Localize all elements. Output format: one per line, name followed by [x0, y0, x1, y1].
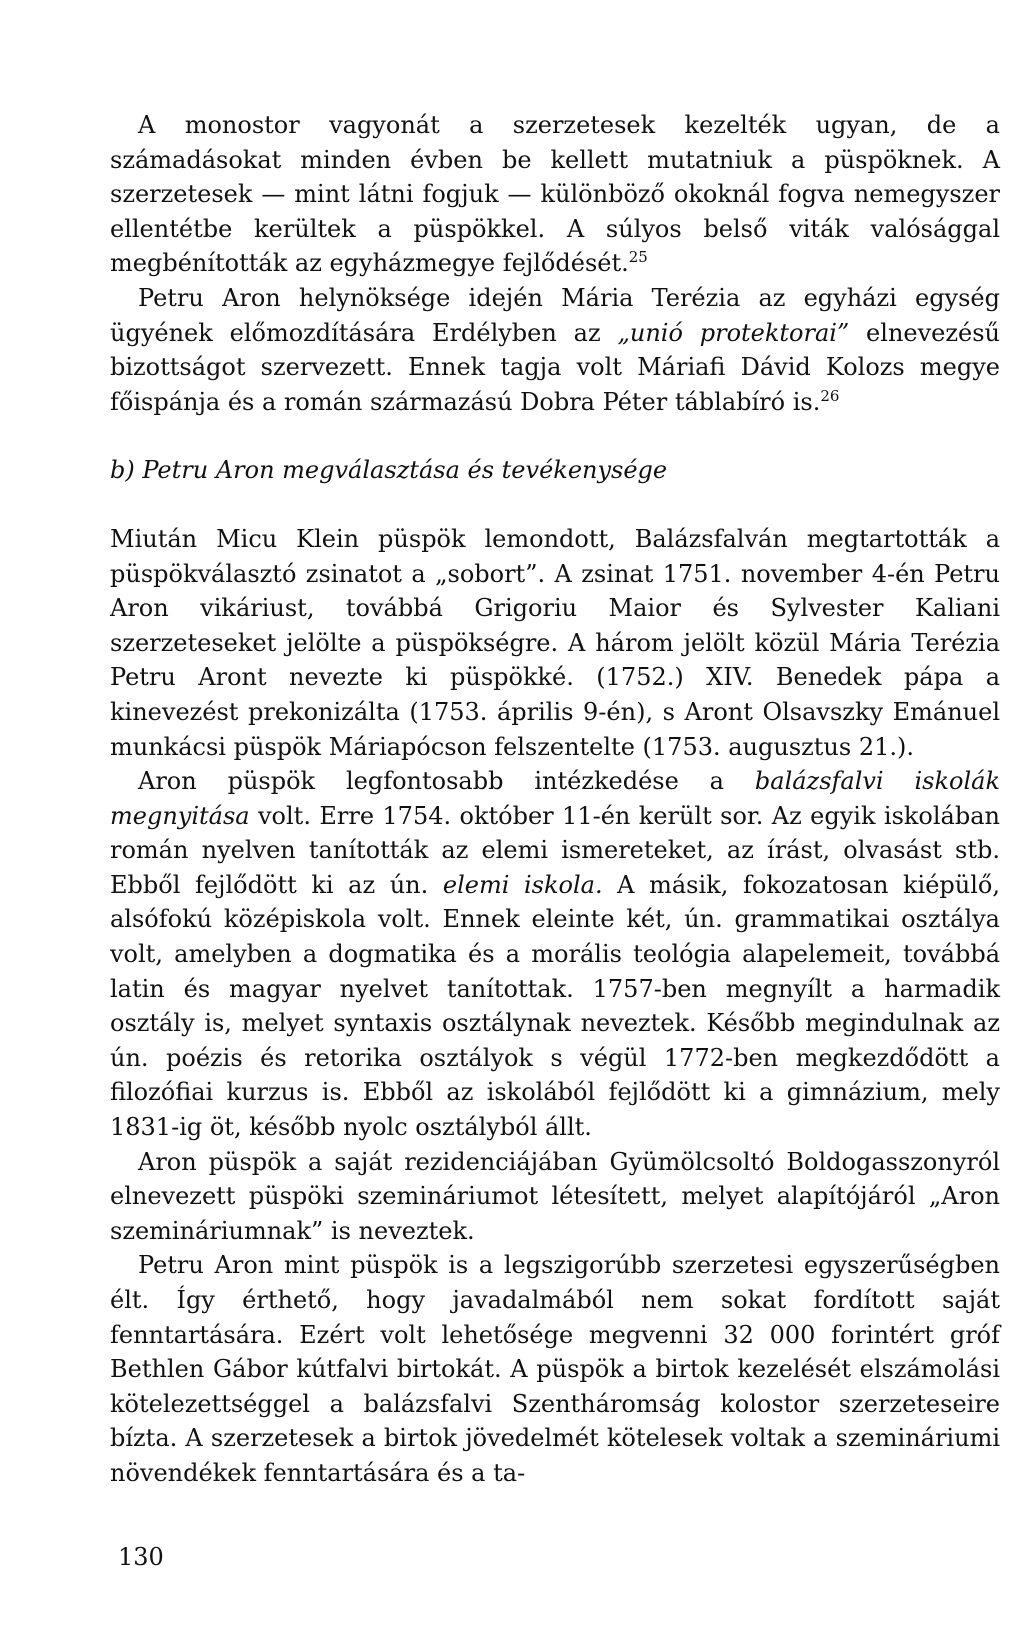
paragraph-text: elnevezésű bizottságot szervezett. Ennek tagja volt Máriafi Dávid Kolozs megye főispánja és a román származású Dobra Péter táblabíró is.	[110, 318, 1000, 416]
italic-term: elemi iskola.	[442, 870, 603, 899]
paragraph-schools	[110, 764, 1000, 1145]
paragraph-text: A monostor vagyonát a szerzetesek kezelték ugyan, de a számadásokat minden évben be kellett mutatniuk a püspöknek. A szerzetesek — mint látni fogjuk — különböző okoknál fogva nemegyszer ellentétbe kerültek a püspökkel. A súlyos belső viták valósággal megbénították az egyházmegye fejlődését.	[110, 111, 1000, 278]
paragraph-text: volt. Erre 1754. október 11-én került sor. Az egyik iskolában román nyelven tanították az elemi ismereteket, az írást, olvasást stb. Ebből fejlődött ki az ún.	[110, 801, 1000, 899]
page-body	[110, 108, 1000, 1491]
paragraph-monostor	[110, 108, 1000, 281]
paragraph-estate: Petru Aron mint püspök is a legszigorúbb szerzetesi egyszerűségben élt. Így érthető, hogy javadalmából nem sokat fordított saját fenntartására. Ezért volt lehetősége megvenni 32 000 forintért gróf Bethlen Gábor kútfalvi birtokát. A püspök a birtok kezelését elszámolási kötelezettséggel a balázsfalvi Szentháromság kolostor szerzeteseire bízta. A szerzetesek a birtok jövedelmét kötelesek voltak a szemináriumi növendékek fenntartására és a ta-	[110, 1251, 1000, 1487]
paragraph-unio-protektorai	[110, 281, 1000, 419]
italic-term: balázsfalvi iskolák megnyitása	[110, 767, 1001, 830]
italic-term: „unió protektorai”	[617, 318, 850, 347]
section-heading: b) Petru Aron megválasztása és tevékenysége	[110, 456, 668, 485]
paragraph-text: A másik, fokozatosan kiépülő, alsófokú középiskola volt. Ennek eleinte két, ún. grammatikai osztálya volt, amelyben a dogmatika és a morális teológia alapelemeit, továbbá latin és magyar nyelvet tanítottak. 1757-ben megnyílt a harmadik osztály is, melyet syntaxis osztálynak neveztek. Később megindulnak az ún. poézis és retorika osztályok s végül 1772-ben megkezdődött a filozófiai kurzus is. Ebből az iskolából fejlődött ki a gimnázium, mely 1831-ig öt, később nyolc osztályból állt.	[110, 870, 1000, 1142]
page-number: 130	[118, 1543, 164, 1571]
footnote-ref-26: 26	[820, 386, 840, 405]
footnote-ref-25: 25	[628, 248, 648, 267]
paragraph-election: Miután Micu Klein püspök lemondott, Balázsfalván megtartották a püspökválasztó zsinatot a „sobort”. A zsinat 1751. november 4-én Petru Aron vikáriust, továbbá Grigoriu Maior és Sylvester Kaliani szerzeteseket jelölte a püspökségre. A három jelölt közül Mária Terézia Petru Aront nevezte ki püspökké. (1752.) XIV. Benedek pápa a kinevezést prekonizálta (1753. április 9-én), s Aront Olsavszky Emánuel munkácsi püspök Máriapócson felszentelte (1753. augusztus 21.).	[110, 524, 1000, 761]
paragraph-seminary: Aron püspök a saját rezidenciájában Gyümölcsoltó Boldogasszonyról elnevezett püspöki szemináriumot létesített, melyet alapítójáról „Aron szemináriumnak” is neveztek.	[110, 1147, 1000, 1245]
paragraph-text: Aron püspök legfontosabb intézkedése a	[138, 767, 755, 796]
paragraph-text: Petru Aron helynöksége idején Mária Terézia az egyházi egység ügyének előmozdítására Erdélyben az	[110, 283, 1000, 347]
